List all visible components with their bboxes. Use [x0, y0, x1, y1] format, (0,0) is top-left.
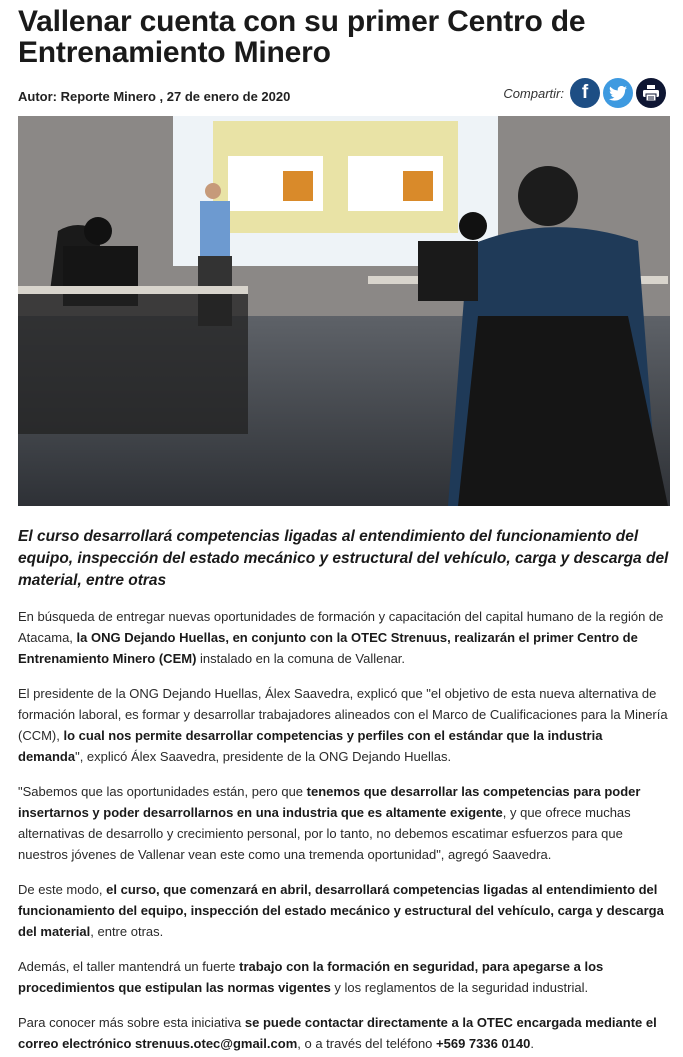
article-paragraph [18, 781, 670, 865]
text: instalado en la comuna de Vallenar. [196, 651, 406, 666]
text: Además, el taller mantendrá un fuerte [18, 959, 240, 974]
bold-text: la ONG Dejando Huellas, en conjunto con la OTEC Strenuus, realizarán el primer Centro de Entrenamiento Minero (CEM) [18, 630, 638, 666]
text: De este modo, [18, 882, 107, 897]
article-paragraph [18, 956, 670, 998]
text: Para conocer más sobre esta iniciativa [18, 1015, 245, 1030]
article-body [18, 606, 670, 1054]
bold-text: tenemos que desarrollar las competencias para poder insertarnos y poder desarrollarnos en una industria que es altamente exigente [18, 784, 641, 820]
bold-text: se puede contactar directamente a la OTEC encargada mediante el correo electrónico strenuus.otec@gmail.com [18, 1015, 657, 1051]
text: ", explicó Álex Saavedra, presidente de la ONG Dejando Huellas. [75, 749, 452, 764]
share-label: Compartir: [503, 85, 564, 101]
bold-text: +569 7336 0140 [436, 1036, 531, 1051]
author-date: Autor: Reporte Minero , 27 de enero de 2020 [18, 89, 291, 104]
article-paragraph [18, 683, 670, 767]
text: "Sabemos que las oportunidades están, pero que [18, 784, 307, 799]
text: , entre otras. [90, 924, 164, 939]
text: , y que ofrece muchas alternativas de desarrollo y crecimiento personal, por lo tanto, no debemos escatimar esfuerzos para que nuestros jóvenes de Vallenar vean este como una tremenda oportunidad", agregó Saavedra. [18, 805, 631, 862]
bold-text: el curso, que comenzará en abril, desarrollará competencias ligadas al entendimiento del funcionamiento del equipo, inspección del estado mecánico y estructural del vehículo, carga y descarga del material [18, 882, 664, 939]
bold-text: trabajo con la formación en seguridad, para apegarse a los procedimientos que estipulan las normas vigentes [18, 959, 604, 995]
article-meta [18, 76, 670, 110]
text: En búsqueda de entregar nuevas oportunidades de formación y capacitación del capital humano de la región de Atacama, [18, 609, 664, 645]
twitter-icon[interactable] [603, 78, 633, 108]
bold-text: lo cual nos permite desarrollar competencias y perfiles con el estándar que la industria demanda [18, 728, 603, 764]
article-photo [18, 116, 670, 506]
article-title: Vallenar cuenta con su primer Centro de Entrenamiento Minero [18, 5, 586, 69]
text: , o a través del teléfono [297, 1036, 437, 1051]
article-paragraph [18, 1012, 670, 1054]
article-paragraph [18, 606, 670, 669]
facebook-icon[interactable]: f [570, 78, 600, 108]
print-icon[interactable] [636, 78, 666, 108]
article-lead: El curso desarrollará competencias ligadas al entendimiento del funcionamiento del equipo, inspección del estado mecánico y estructural del vehículo, carga y descarga del material, entre otras [18, 528, 669, 589]
text: El presidente de la ONG Dejando Huellas, Álex Saavedra, explicó que "el objetivo de esta nueva alternativa de formación laboral, es formar y desarrollar trabajadores alineados con el Marco de Cualificaciones para la Minería (CCM), [18, 686, 668, 743]
article [18, 0, 670, 1054]
text: y los reglamentos de la seguridad industrial. [330, 980, 589, 995]
text: . [530, 1036, 535, 1051]
share-bar [503, 78, 666, 108]
article-paragraph [18, 879, 670, 942]
